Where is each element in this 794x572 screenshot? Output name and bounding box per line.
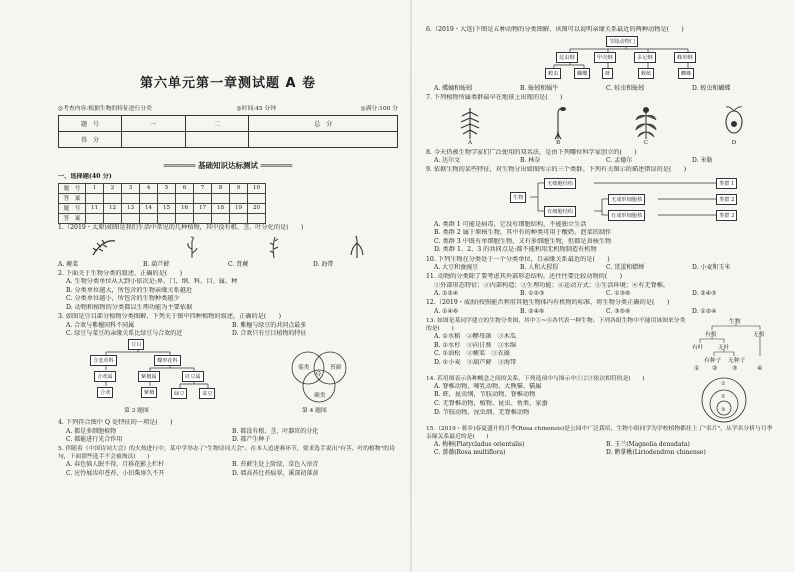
grid-number: 12 [104, 203, 122, 213]
answer-cell[interactable] [86, 193, 104, 203]
question-8: 8. 今天仍被生物学家们广泛使用的双名法，是由下列哪位科学家创立的( ) [426, 148, 637, 156]
tree-node: 多足纲 [634, 52, 656, 63]
score-cell[interactable] [122, 132, 186, 148]
plant-figure: B [543, 104, 573, 148]
option[interactable]: A. 梅桐(Platycladus orientalis) [434, 441, 525, 449]
figure-caption: 第 4 题图 [302, 408, 327, 415]
option[interactable]: A. ①②④ [434, 290, 459, 298]
tree-label: ④ [757, 366, 763, 373]
option[interactable]: D. 墙高苔壮苔痕翠，溪深初落黄 [232, 469, 319, 477]
tree-label: ① [694, 366, 700, 373]
q13-figure [688, 316, 778, 374]
answer-cell[interactable] [194, 213, 212, 223]
score-table [58, 115, 398, 148]
question-13: 13. 如图是某同学建立的生物分类图，其中①~④各代表一种生物。下列各组生物中不能用该图来分类的是( ) [426, 317, 686, 332]
option[interactable]: B. 葫芦藓 [143, 260, 170, 268]
tree-node: 节肢动物门 [606, 36, 638, 47]
option[interactable]: D. 蝗虫和蝴蝶 [692, 84, 731, 92]
answer-cell[interactable] [104, 193, 122, 203]
option[interactable]: D. 动物和植物的分类都以生理功能为主要依据 [66, 303, 193, 311]
option[interactable]: D. 节肢动物、昆虫纲、无脊椎动物 [434, 408, 530, 416]
score-header: 题 号 [59, 116, 122, 132]
answer-cell[interactable] [176, 213, 194, 223]
option[interactable]: B. 人和大猩猩 [520, 264, 559, 272]
tree-label: 生物 [729, 319, 741, 326]
q5-options-row1 [58, 461, 398, 469]
tree-node: 含羞草科 [90, 355, 117, 366]
option[interactable]: C. 应怜屐齿印苍苔，小扣柴扉久不开 [66, 469, 165, 477]
q3-options-row2 [58, 330, 398, 338]
tree-label: 有种子 [704, 358, 722, 365]
q7-figures [426, 104, 778, 148]
answer-cell[interactable] [140, 213, 158, 223]
moss-stalk-icon [543, 104, 573, 140]
option[interactable]: B. 都没有根、茎、叶器官的分化 [232, 427, 319, 435]
question-3: 3. 如图是豆目部分植物分类图解，下列关于图中四种植物的叙述，正确的是( ) [58, 313, 282, 321]
answer-grid [58, 183, 266, 224]
svg-text:①: ① [721, 381, 726, 388]
q1-figures [58, 235, 398, 261]
grid-label: 答 案 [59, 193, 86, 203]
option[interactable]: C. 蛙虫和蚯蚓 [606, 84, 645, 92]
option[interactable]: C. 肾蕨 [228, 260, 249, 268]
fern-icon [89, 235, 119, 259]
page-fold [410, 0, 412, 572]
grid-label: 题 号 [59, 203, 86, 213]
option[interactable]: C. 都能进行光合作用 [66, 435, 123, 443]
fern-plant-icon [455, 104, 485, 140]
left-column [58, 0, 398, 478]
answer-cell[interactable] [212, 193, 230, 203]
q6-figure [426, 35, 778, 85]
option[interactable]: D. 合欢只有豆目植物的特征 [232, 330, 307, 338]
q13-block [426, 316, 778, 374]
answer-cell[interactable] [212, 213, 230, 223]
answer-cell[interactable] [158, 193, 176, 203]
q14-block [426, 374, 778, 424]
tree-node: 蝶形花科 [154, 355, 181, 366]
question-2: 2. 下面关于生物分类的叙述，正确的是( ) [58, 269, 183, 277]
diagram-node: 有细胞结构 [544, 206, 576, 217]
diagram-node: 无细胞结构 [544, 178, 576, 189]
answer-cell[interactable] [248, 213, 266, 223]
option[interactable]: D. ①②④ [692, 307, 717, 315]
q8-options [426, 157, 778, 165]
tree-node: 合欢属 [94, 371, 116, 382]
question-1: 1.（2019・太原)如图是我们生活中常见的几种植物，其中没有根、茎、叶分化的是( ) [58, 224, 304, 232]
q9-figure [426, 175, 778, 221]
tree-node: 蝴蝶 [574, 68, 590, 79]
option[interactable]: B. 苔藓生处上阶绿，草色入帘青 [232, 461, 319, 469]
moss-icon [182, 235, 202, 259]
option[interactable]: B. ①②③ [520, 290, 545, 298]
answer-cell[interactable] [122, 213, 140, 223]
option[interactable]: B. 虾，昆虫纲，节肢动物、脊椎动物 [434, 391, 536, 399]
question-7: 7. 下列植物所属类群最早在地球上出现的是( ) [426, 93, 563, 101]
option[interactable]: C. 类群 3 中既有单细胞生物，又有多细胞生物，但都是真核生物 [434, 237, 612, 245]
score-header: 总 分 [249, 116, 398, 132]
grid-number: 6 [176, 183, 194, 193]
concentric-circles-figure [688, 374, 768, 424]
q4-options-row2 [58, 436, 398, 444]
tree-node: 合欢 [97, 387, 113, 398]
option[interactable]: C. 分类单位越小，所包含的生物种类越少 [66, 295, 180, 303]
question-4: 4. 下列符合图中 Q 处特征的一项是( ) [58, 418, 173, 426]
grid-number: 13 [122, 203, 140, 213]
diagram-node: 类群 1 [716, 178, 737, 189]
question-9: 9. 依据生物的某些特征，对生物分出如图所示的三个类群。下列有关图示的描述错误的是( ) [426, 166, 687, 174]
option[interactable]: A. ①④⑥ [434, 307, 459, 315]
answer-cell[interactable] [122, 193, 140, 203]
score-header: 二 [185, 116, 249, 132]
alga-cell-icon [719, 104, 749, 140]
option[interactable]: A. 达尔文 [434, 157, 461, 165]
right-column [426, 26, 778, 458]
q12-options [426, 308, 778, 316]
tree-node: 豇豆属 [182, 371, 204, 382]
diagram-node: 有成形细胞核 [608, 210, 645, 221]
question-6: 6.（2019・大连)下图是五种动物的分类图解，该图可以说明亲缘关系最近的两种动物是( ) [426, 26, 684, 33]
grid-number: 10 [248, 183, 266, 193]
exam-time: ◎时间:45 分钟 [236, 106, 277, 112]
tree-node: 昆虫纲 [556, 52, 578, 63]
question-12: 12.（2019・威海)按照能否利用其他生物体内有机物的标准，将生物分类正确的是( ) [426, 299, 670, 307]
part-heading: 一、选择题(40 分) [58, 173, 112, 180]
option[interactable]: A. 脊椎动物，哺乳动物、大熊猫、猫属 [434, 382, 542, 390]
answer-cell[interactable] [230, 213, 248, 223]
plant-figure: C [631, 104, 661, 148]
question-10: 10. 下列生物在分类处于一个分类单位，且亲缘关系最近的是( ) [426, 255, 610, 263]
answer-cell[interactable] [158, 213, 176, 223]
answer-cell[interactable] [176, 193, 194, 203]
tree-label: ③ [732, 366, 738, 373]
tree-node: 蜘蛛 [678, 68, 694, 79]
grid-number: 7 [194, 183, 212, 193]
grid-number: 5 [158, 183, 176, 193]
tree-node: 绿豆 [171, 388, 187, 399]
grid-number: 4 [140, 183, 158, 193]
q11-options [426, 290, 778, 298]
venn-label: Q [316, 371, 321, 378]
option[interactable]: C. 贯蛋和蜡蝉 [606, 264, 645, 272]
diagram-node: 类群 3 [716, 210, 737, 221]
grid-number: 9 [230, 183, 248, 193]
score-label: 得 分 [59, 132, 122, 148]
tree-node: 紫檀属 [138, 371, 160, 382]
q15-options-row2 [426, 449, 778, 457]
grid-number: 17 [194, 203, 212, 213]
exam-score: ◎满分:100 分 [360, 106, 398, 112]
q6-options [426, 85, 778, 93]
q3-options-row1 [58, 322, 398, 330]
q11-items: ①外部形态特征；②内部构造；③生理功能；④运动方式；⑤生活环境；⑥有无脊椎。 [434, 281, 670, 289]
grid-label: 答 案 [59, 213, 86, 223]
tree-label: 有根 [705, 332, 717, 339]
option[interactable]: C. ①③⑥ [606, 290, 631, 298]
tree-label: 无种子 [728, 358, 746, 365]
q4-options-row1 [58, 428, 398, 436]
figure-caption: 第 3 题图 [124, 408, 149, 415]
diagram-node: 类群 2 [716, 194, 737, 205]
grid-number: 19 [230, 203, 248, 213]
tree-label: ② [712, 366, 718, 373]
option[interactable]: B. ②④⑥ [520, 307, 545, 315]
venn-label: 菊类 [298, 365, 310, 372]
option[interactable]: B. 玉兰(Magnolia denudata) [606, 441, 690, 449]
tree-node: 甲壳纲 [594, 52, 616, 63]
grid-number: 8 [212, 183, 230, 193]
tree-label: 有叶 [692, 345, 704, 352]
grid-number: 15 [158, 203, 176, 213]
grid-number: 18 [212, 203, 230, 213]
grid-label: 题 号 [59, 183, 86, 193]
tree-label: 无叶 [718, 345, 730, 352]
tree-node: 蜈蚣 [638, 68, 654, 79]
option[interactable]: B. 类群 2 属于原核生物，其中有的种类可用于酸奶、泡菜的制作 [434, 229, 612, 237]
option[interactable]: A. 都是多细胞植物 [66, 427, 117, 435]
question-14: 14. 若用图表示各种概念之间的关系，下列选项中与图示中①②③依次相符的是( ) [426, 375, 645, 382]
option[interactable]: C. 蔷薇(Rosa multiflora) [434, 449, 506, 457]
page-title: 第六单元第一章测试题 A 卷 [139, 76, 317, 91]
q1-options [58, 261, 398, 269]
kelp-icon [347, 235, 367, 259]
section-title: ═══════ 基础知识达标测试 ═══════ [163, 161, 293, 170]
tree-node: 蝗虫 [545, 68, 561, 79]
option[interactable]: D. ②④⑤ [692, 290, 717, 298]
grid-number: 11 [86, 203, 104, 213]
score-cell[interactable] [185, 132, 249, 148]
tree-node: 紫檀 [141, 387, 157, 398]
option[interactable]: A. 蝶蛹和蚯蚓 [434, 84, 473, 92]
option[interactable]: C. 绿豆与菜豆的亲缘关系比绿豆与合欢的近 [66, 330, 183, 338]
option[interactable]: B. 分类单位越大，所包含的生物亲缘关系越近 [66, 286, 193, 294]
grid-number: 16 [176, 203, 194, 213]
option[interactable]: D. 都产生种子 [232, 435, 271, 443]
exam-meta [58, 103, 398, 112]
plant-figure: A [455, 104, 485, 148]
q13-text [426, 316, 688, 374]
option[interactable]: B. 蚯蚓和蜗牛 [520, 84, 559, 92]
option[interactable]: A. 类群 1 可能是病毒，它没有细胞结构，不能独立生活 [434, 220, 587, 228]
diagram-node: 生物 [510, 192, 526, 203]
grid-number: 14 [140, 203, 158, 213]
option[interactable]: C. ①油松 ②蕨菜 ③衣藻 [434, 350, 510, 358]
fern-frond-icon [264, 235, 284, 259]
option[interactable]: C. ③⑤⑥ [606, 307, 631, 315]
tree-node: 蛛形纲 [674, 52, 696, 63]
exam-scope: ◎考查内容:根据生物的特征进行分类 [58, 106, 152, 112]
option[interactable]: A. 蕨菜 [58, 260, 79, 268]
question-11: 11. 动物的分类除了要考虑其外部形态结构，还往往要比较动物的( ) [426, 273, 623, 281]
diagram-node: 无成形细胞核 [608, 194, 645, 205]
tree-node: 虾 [602, 68, 613, 79]
score-header: 一 [122, 116, 186, 132]
q5-options-row2 [58, 470, 398, 478]
option[interactable]: A. ①水稻 ②酵母菌 ③木瓜 [434, 333, 517, 341]
answer-cell[interactable] [86, 213, 104, 223]
option[interactable]: D. 类群 1、2、3 的共同点是:都不能利用无机物制造有机物 [434, 246, 597, 254]
answer-cell[interactable] [140, 193, 158, 203]
option[interactable]: D. 小麦和玉米 [692, 264, 731, 272]
q10-options [426, 264, 778, 272]
grid-number: 3 [122, 183, 140, 193]
grid-number: 2 [104, 183, 122, 193]
tree-label: 无根 [753, 332, 765, 339]
option[interactable]: D. 鹅掌楸(Liriodendron chinense) [606, 449, 706, 457]
venn-label: 蕨类 [314, 393, 326, 400]
q14-text [426, 374, 688, 424]
option[interactable]: A. 生物分类单位从大到小依次是:界、门、纲、科、目、属、种 [66, 278, 238, 286]
option[interactable]: B. 紫檀与绿豆的共同点最多 [232, 321, 307, 329]
score-cell[interactable] [249, 132, 398, 148]
grid-number: 20 [248, 203, 266, 213]
option[interactable]: A. 春色恼人眠不得，月移花影上栏杆 [66, 461, 165, 469]
question-15: 15.（2019・蒋乡)春夏盛开的月季(Rosa chinensis)是公园中广泛栽培，生物小组同学为学校植物都挂上了"名片"，从学名分析与月季亲缘关系最近的是( ) [426, 425, 773, 440]
tree-node: 豆目 [128, 339, 144, 350]
option[interactable]: C. 孟德尔 [606, 157, 633, 165]
flowering-plant-icon [631, 104, 661, 140]
answer-cell[interactable] [230, 193, 248, 203]
option[interactable]: D. 米勒 [692, 157, 713, 165]
option[interactable]: A. 大豆和蚕豌豆 [434, 264, 479, 272]
option[interactable]: A. 合欢与紫檀同科不同属 [66, 321, 135, 329]
svg-text:②: ② [721, 394, 726, 401]
option[interactable]: B. 林奈 [520, 157, 541, 165]
question-5: 5. 伴随着《中国诗词大会》的火热进行中，某中学举办了"生物诗词大会"。在本人追逐赛环节，要求选手说出"有茎、叶的植物"的诗句，下面那些选手不会被淘汰( ) [58, 445, 395, 461]
option[interactable]: D. ①小麦 ②葫芦藓 ③海带 [434, 358, 517, 366]
svg-text:③: ③ [721, 407, 726, 414]
venn-label: 苔藓 [330, 365, 342, 372]
answer-cell[interactable] [104, 213, 122, 223]
grid-number: 1 [86, 183, 104, 193]
q3-q4-figures [58, 338, 398, 418]
plant-figure: D [719, 104, 749, 148]
option[interactable]: D. 海带 [313, 260, 334, 268]
tree-node: 菜豆 [199, 388, 215, 399]
answer-cell[interactable] [248, 193, 266, 203]
option[interactable]: B. ①水杉 ②向日葵 ③水绵 [434, 341, 517, 349]
answer-cell[interactable] [194, 193, 212, 203]
option[interactable]: C. 无脊椎动物，植物、昆虫、鱼类、家蚕 [434, 400, 548, 408]
